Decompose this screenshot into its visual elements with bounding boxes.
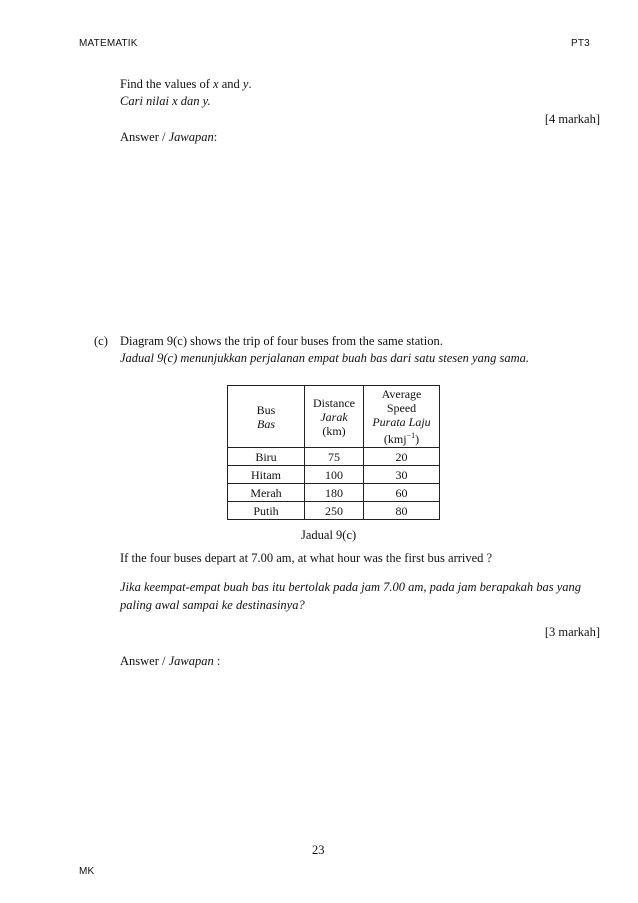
answer-label-en: Answer /	[120, 130, 169, 144]
cell-bus: Hitam	[228, 466, 305, 484]
cell-distance: 100	[305, 466, 364, 484]
table-caption: Jadual 9(c)	[301, 528, 357, 542]
question-b-text: Find the values of	[120, 77, 214, 91]
header-speed-ms: Purata Laju	[372, 415, 431, 429]
speed-unit-close: )	[415, 432, 420, 446]
cell-distance: 250	[305, 502, 364, 520]
cell-speed: 30	[364, 466, 440, 484]
marks-c: [3 markah]	[544, 625, 600, 639]
header-distance	[305, 386, 364, 448]
question-b-and: and	[218, 77, 243, 91]
page-number: 23	[312, 843, 325, 857]
question-b-english	[120, 76, 252, 92]
question-c-malay-line2: paling awal sampai ke destinasinya?	[120, 598, 305, 612]
header-distance-en: Distance	[313, 395, 355, 410]
header-bus-en: Bus	[256, 402, 276, 417]
header-speed-en2: Speed	[386, 401, 417, 415]
question-c-english: If the four buses depart at 7.00 am, at what hour was the first bus arrived ?	[120, 551, 493, 565]
answer-label-ms: Jawapan	[168, 130, 214, 144]
speed-unit-exponent: −1	[406, 431, 416, 440]
speed-unit-base: (kmj	[383, 432, 407, 446]
answer-label-b	[120, 129, 217, 145]
header-distance-unit: (km)	[322, 423, 346, 438]
cell-speed: 20	[364, 448, 440, 466]
bus-trip-table	[227, 385, 440, 520]
footer-initials: MK	[79, 866, 95, 877]
marks-b: [4 markah]	[544, 112, 600, 126]
table-header-row	[228, 386, 440, 448]
header-speed-en1: Average	[381, 387, 422, 401]
cell-speed: 60	[364, 484, 440, 502]
header-bus	[228, 386, 305, 448]
cell-bus: Putih	[228, 502, 305, 520]
question-c-intro-english: Diagram 9(c) shows the trip of four buses from the same station.	[120, 334, 443, 348]
header-speed	[364, 386, 440, 448]
header-speed-unit	[364, 429, 439, 446]
cell-speed: 80	[364, 502, 440, 520]
question-c-intro-malay: Jadual 9(c) menunjukkan perjalanan empat buah bas dari satu stesen yang sama.	[120, 351, 529, 365]
cell-bus: Biru	[228, 448, 305, 466]
cell-bus: Merah	[228, 484, 305, 502]
table-row	[228, 448, 440, 466]
cell-distance: 180	[305, 484, 364, 502]
variable-y: y	[242, 77, 249, 91]
question-b-malay: Cari nilai x dan y.	[120, 94, 211, 108]
header-paper-code: PT3	[571, 38, 590, 49]
table-row	[228, 466, 440, 484]
answer-label-c	[120, 653, 220, 669]
question-c-malay-line1: Jika keempat-empat buah bas itu bertolak pada jam 7.00 am, pada jam berapakah bas yang	[120, 580, 582, 594]
table-row	[228, 502, 440, 520]
header-subject: MATEMATIK	[79, 38, 138, 49]
answer-colon: :	[213, 654, 221, 668]
variable-x: x	[213, 77, 219, 91]
header-distance-ms: Jarak	[320, 409, 348, 424]
answer-colon: :	[213, 130, 218, 144]
cell-distance: 75	[305, 448, 364, 466]
answer-label-ms: Jawapan	[168, 654, 214, 668]
answer-label-en: Answer /	[120, 654, 169, 668]
header-bus-ms: Bas	[257, 416, 275, 431]
question-b-period: .	[248, 77, 252, 91]
question-c-label: (c)	[94, 334, 108, 348]
table-row	[228, 484, 440, 502]
